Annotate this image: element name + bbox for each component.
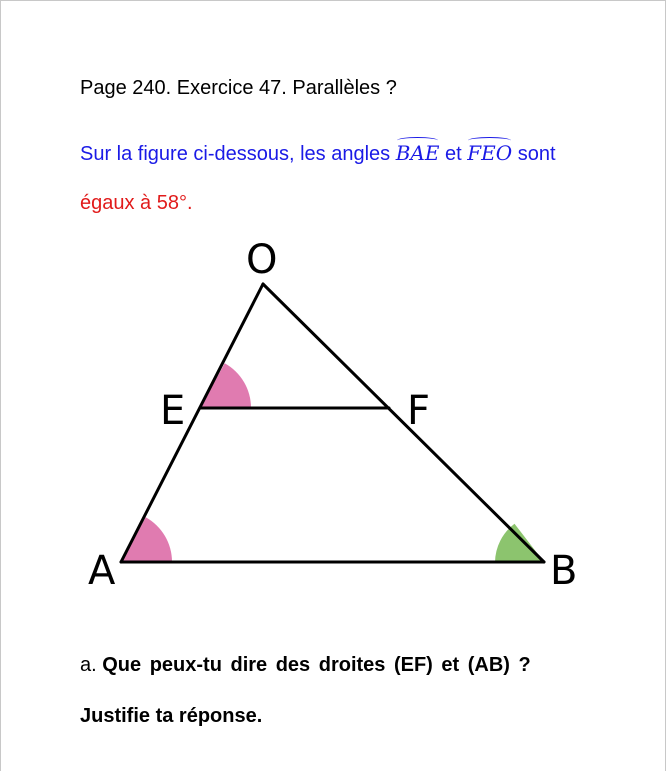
vertex-label-b: B (550, 548, 578, 594)
intro-line-2: égaux à 58°. (80, 192, 193, 214)
vertex-label-o: O (246, 237, 278, 283)
angle-a-marker (121, 517, 172, 562)
question-prefix: a. (80, 654, 103, 676)
intro-text-1: Sur la figure ci-dessous, les angles (80, 143, 396, 165)
intro-text-2: et (439, 143, 468, 165)
vertex-label-a: A (88, 548, 116, 594)
question-a (80, 654, 531, 677)
vertex-label-e: E (160, 388, 186, 434)
segment-ob (263, 284, 544, 562)
segment-oa (121, 284, 263, 562)
angle-e-marker (200, 363, 251, 408)
exercise-title: Page 240. Exercice 47. Parallèles ? (80, 77, 397, 99)
angle-bae-label: BAE (395, 141, 440, 165)
angle-feo-label: FEO (467, 141, 513, 165)
intro-text-3: sont (512, 143, 556, 165)
vertex-label-f: F (407, 388, 431, 434)
question-a-line-2: Justifie ta réponse. (80, 705, 263, 727)
question-text: Que peux-tu dire des droites (EF) et (AB) ? (102, 654, 531, 676)
